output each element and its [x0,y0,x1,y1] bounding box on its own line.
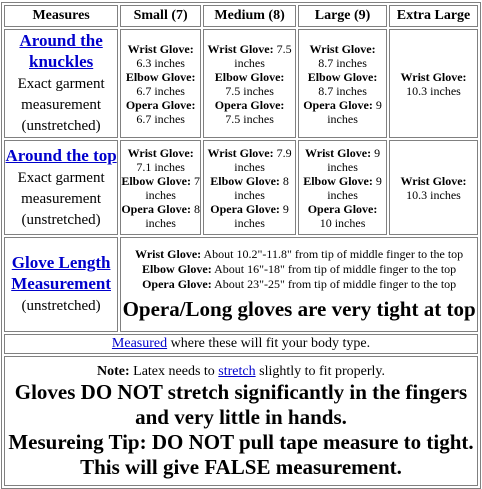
elbow-value: 8 inches [234,173,289,202]
wrist-label: Wrist Glove: [304,145,372,160]
measured-row [4,334,478,354]
knuckles-small [120,29,201,138]
elbow-label: Elbow Glove: [303,173,373,188]
wrist-label: Wrist Glove: [309,41,376,56]
knuckles-desc: Exact garment measurement (unstretched) [17,76,105,134]
opera-label: Opera Glove: [121,201,191,216]
measured-link[interactable]: Measured [111,336,168,351]
wrist-label: Wrist Glove: [135,247,202,261]
header-medium: Medium (8) [203,5,296,27]
wrist-value: 7.5 inches [234,41,292,70]
wrist-value: 8.7 inches [318,55,367,70]
wrist-value: 10.3 inches [406,83,461,98]
footer-cell [4,356,478,486]
glove-size-table [1,2,481,489]
wrist-label: Wrist Glove: [207,145,274,160]
header-extra-large: Extra Large [389,5,478,27]
wrist-value: 9 inches [327,145,381,174]
length-desc: (unstretched) [21,298,101,314]
wrist-value: 7.9 inches [234,145,292,174]
knuckles-large [298,29,387,138]
top-measure-cell [4,140,118,235]
knuckles-measure-cell [4,29,118,138]
elbow-label: Elbow Glove: [142,262,212,276]
opera-value: 10 inches [319,215,366,230]
elbow-value: 7.5 inches [225,83,274,98]
elbow-value: 7 inches [145,173,200,202]
elbow-length: About 16"-18" from tip of middle finger to the top [214,262,457,276]
opera-label: Opera Glove: [142,277,212,291]
elbow-label: Elbow Glove: [214,69,285,84]
wrist-value: 7.1 inches [136,159,185,174]
elbow-label: Elbow Glove: [121,173,191,188]
opera-label: Opera Glove: [210,201,280,216]
elbow-label: Elbow Glove: [125,69,196,84]
elbow-label: Elbow Glove: [307,69,378,84]
opera-length: About 23"-25" from tip of middle finger to the top [214,277,457,291]
opera-label: Opera Glove: [214,97,285,112]
stretch-warning: Gloves DO NOT stretch significantly in the fingers and very little in hands. [14,379,468,429]
top-xl [389,140,478,235]
opera-value: 8 inches [145,201,200,230]
around-top-link[interactable]: Around the top [5,145,117,165]
opera-label: Opera Glove: [125,97,196,112]
knuckles-xl [389,29,478,138]
opera-label: Opera Glove: [303,97,373,112]
knuckles-row [4,29,478,138]
elbow-value: 8.7 inches [318,83,367,98]
elbow-label: Elbow Glove: [210,173,280,188]
top-desc: Exact garment measurement (unstretched) [17,169,105,228]
opera-value: 6.7 inches [136,111,185,126]
wrist-length: About 10.2"-11.8" from tip of middle finger to the top [203,247,464,261]
header-row [4,5,478,27]
elbow-value: 9 inches [327,173,382,202]
opera-value: 9 inches [327,97,382,126]
knuckles-medium [203,29,296,138]
wrist-label: Wrist Glove: [400,69,467,84]
top-row [4,140,478,235]
opera-value: 7.5 inches [225,111,274,126]
wrist-label: Wrist Glove: [127,41,194,56]
length-details [120,237,478,332]
length-measure-cell [4,237,118,332]
wrist-label: Wrist Glove: [207,41,274,56]
latex-note [5,363,477,380]
length-lines [121,247,477,292]
opera-label: Opera Glove: [307,201,378,216]
top-large [298,140,387,235]
header-small: Small (7) [120,5,201,27]
measuring-tip: Mesureing Tip: DO NOT pull tape measure to tight. This will give FALSE measurement. [8,429,474,479]
footer-row [4,356,478,486]
note-label: Note: [97,363,130,379]
measured-text: where these will fit your body type. [167,336,371,351]
elbow-value: 6.7 inches [136,83,185,98]
glove-length-link[interactable]: Glove Length Measurement [11,253,111,293]
top-medium [203,140,296,235]
top-small [120,140,201,235]
wrist-label: Wrist Glove: [127,145,194,160]
wrist-value: 6.3 inches [136,55,185,70]
header-large: Large (9) [298,5,387,27]
header-measures: Measures [4,5,118,27]
note-text-a: Latex needs to [129,363,219,379]
opera-value: 9 inches [234,201,289,230]
around-knuckles-link[interactable]: Around the knuckles [19,31,103,71]
length-row [4,237,478,332]
measured-cell [4,334,478,354]
wrist-label: Wrist Glove: [400,173,467,188]
wrist-value: 10.3 inches [406,187,461,202]
stretch-link[interactable]: stretch [218,363,256,379]
opera-tight-warning: Opera/Long gloves are very tight at top [122,297,476,321]
note-text-b: slightly to fit properly. [255,363,385,379]
